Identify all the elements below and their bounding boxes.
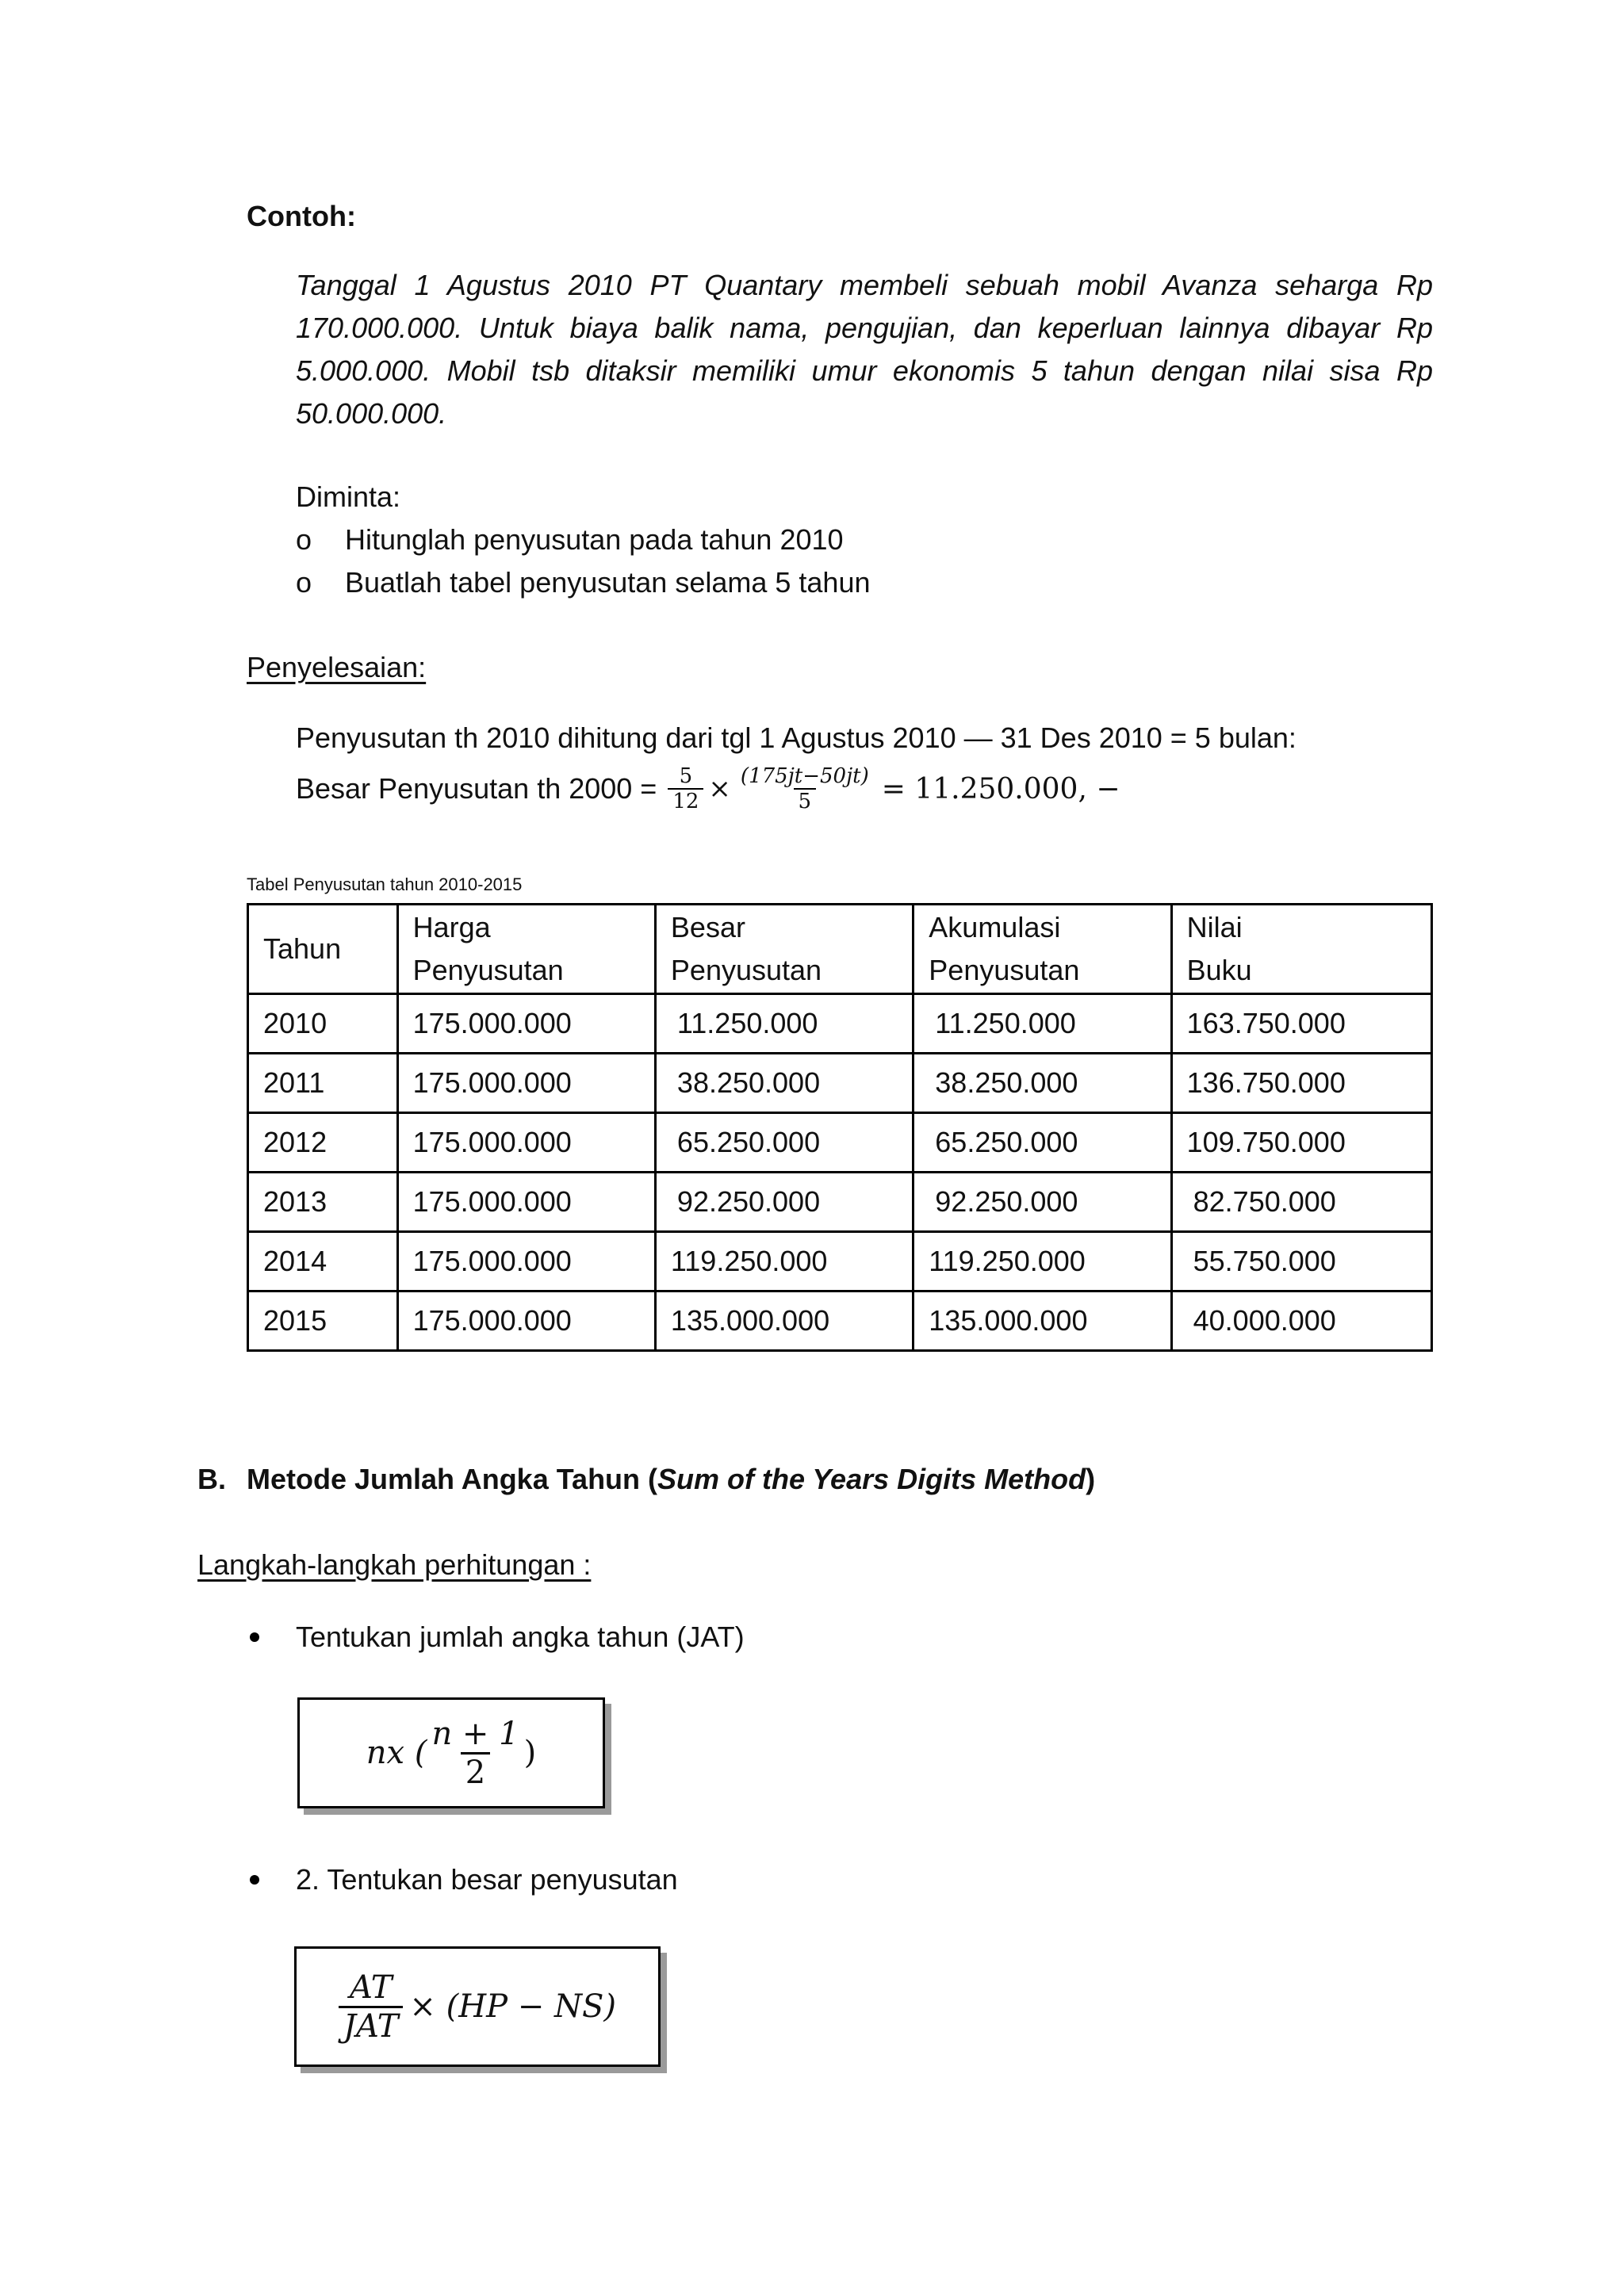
formula-result: = 11.250.000, − (881, 772, 1120, 806)
header-cell (248, 905, 398, 994)
depreciation-formula (339, 1969, 616, 2045)
table-cell: 175.000.000 (397, 1173, 655, 1232)
fraction-denominator: 5 (794, 788, 817, 813)
problem-statement (296, 264, 1433, 435)
table-cell: 175.000.000 (397, 1232, 655, 1292)
fraction (427, 1716, 523, 1791)
fraction-numerator: (175jt−50jt) (740, 764, 869, 788)
table-cell: 175.000.000 (397, 1292, 655, 1351)
header-text: Nilai (1186, 911, 1243, 943)
header-cell (655, 905, 913, 994)
fraction-numerator: n + 1 (431, 1715, 519, 1752)
table-cell: 82.750.000 (1171, 1173, 1431, 1232)
table-cell: 65.250.000 (914, 1113, 1171, 1173)
header-cell (914, 905, 1171, 994)
problem-line: Tanggal 1 Agustus 2010 PT Quantary membeli sebuah mobil Avanza seharga Rp (296, 269, 1433, 301)
header-text: Buku (1186, 954, 1252, 986)
asked-item: Buatlah tabel penyusutan selama 5 tahun (345, 566, 871, 599)
fraction-depreciable (736, 764, 874, 813)
depreciation-formula-box (294, 1946, 661, 2067)
jat-formula-box (297, 1697, 605, 1808)
table-row (248, 1292, 1432, 1351)
table-row (248, 1113, 1432, 1173)
header-text: Harga (412, 911, 491, 943)
problem-line: 50.000.000. (296, 397, 447, 430)
depreciation-table (247, 903, 1433, 1352)
table-cell: 2014 (248, 1232, 398, 1292)
problem-line: 5.000.000. Mobil tsb ditaksir memiliki umur ekonomis 5 tahun dengan nilai sisa Rp (296, 354, 1433, 387)
table-cell: 2011 (248, 1054, 398, 1113)
formula-text: ) (523, 1735, 537, 1771)
problem-line: 170.000.000. Untuk biaya balik nama, pengujian, dan keperluan lainnya dibayar Rp (296, 312, 1433, 344)
title-italic-text: Sum of the Years Digits Method (657, 1463, 1086, 1495)
asked-bullet-icon: o (296, 566, 312, 599)
table-cell: 38.250.000 (914, 1054, 1171, 1113)
title-text: ) (1086, 1463, 1096, 1495)
table-cell: 92.250.000 (655, 1173, 913, 1232)
table-cell: 38.250.000 (655, 1054, 913, 1113)
table-cell: 40.000.000 (1171, 1292, 1431, 1351)
table-cell: 135.000.000 (914, 1292, 1171, 1351)
fraction-numerator: AT (350, 1969, 393, 2006)
table-cell: 119.250.000 (914, 1232, 1171, 1292)
fraction-denominator: JAT (339, 2006, 403, 2045)
jat-formula (366, 1716, 536, 1791)
table-cell: 175.000.000 (397, 1054, 655, 1113)
header-text: Penyusutan (412, 954, 564, 986)
table-row (248, 1173, 1432, 1232)
table-cell: 11.250.000 (914, 994, 1171, 1054)
fraction-denominator: 12 (668, 788, 703, 813)
section-b-marker: B. (197, 1463, 226, 1495)
table-cell: 2013 (248, 1173, 398, 1232)
table-row (248, 1054, 1432, 1113)
table-cell: 135.000.000 (655, 1292, 913, 1351)
title-text: Metode Jumlah Angka Tahun ( (247, 1463, 658, 1495)
header-text: Penyusutan (670, 954, 822, 986)
step-item: Tentukan jumlah angka tahun (JAT) (296, 1621, 745, 1653)
bullet-dot-icon (250, 1875, 259, 1885)
table-cell: 175.000.000 (397, 994, 655, 1054)
header-text: Tahun (263, 932, 342, 965)
header-cell (397, 905, 655, 994)
header-text: Penyusutan (929, 954, 1080, 986)
table-row (248, 994, 1432, 1054)
fraction (339, 1969, 403, 2045)
table-cell: 2012 (248, 1113, 398, 1173)
table-caption: Tabel Penyusutan tahun 2010-2015 (247, 874, 523, 894)
fraction-months (668, 764, 703, 813)
bullet-dot-icon (250, 1632, 259, 1642)
header-text: Akumulasi (929, 911, 1061, 943)
table-cell: 92.250.000 (914, 1173, 1171, 1232)
section-b-title (247, 1458, 1095, 1501)
asked-bullet-icon: o (296, 523, 312, 556)
step-item: 2. Tentukan besar penyusutan (296, 1863, 678, 1896)
table-cell: 11.250.000 (655, 994, 913, 1054)
asked-label: Diminta: (296, 480, 401, 513)
table-cell: 2010 (248, 994, 398, 1054)
table-header-row (248, 905, 1432, 994)
times-sign: × (708, 773, 731, 805)
table-cell: 65.250.000 (655, 1113, 913, 1173)
table-cell: 175.000.000 (397, 1113, 655, 1173)
solution-heading: Penyelesaian: (247, 651, 427, 683)
steps-heading: Langkah-langkah perhitungan : (197, 1548, 592, 1581)
formula-text: × (HP − NS) (409, 1988, 616, 2025)
header-cell (1171, 905, 1431, 994)
table-cell: 119.250.000 (655, 1232, 913, 1292)
header-text: Besar (670, 911, 745, 943)
asked-item: Hitunglah penyusutan pada tahun 2010 (345, 523, 844, 556)
example-heading: Contoh: (247, 200, 356, 232)
formula-text: nx ( (366, 1735, 427, 1771)
fraction-numerator: 5 (679, 764, 693, 788)
table-cell: 109.750.000 (1171, 1113, 1431, 1173)
fraction-denominator: 2 (461, 1752, 490, 1791)
formula-prefix: Besar Penyusutan th 2000 = (296, 772, 657, 805)
table-cell: 2015 (248, 1292, 398, 1351)
table-row (248, 1232, 1432, 1292)
solution-formula (296, 757, 1120, 821)
table-cell: 55.750.000 (1171, 1232, 1431, 1292)
table-cell: 163.750.000 (1171, 994, 1431, 1054)
solution-line: Penyusutan th 2010 dihitung dari tgl 1 Agustus 2010 — 31 Des 2010 = 5 bulan: (296, 721, 1297, 754)
table-cell: 136.750.000 (1171, 1054, 1431, 1113)
